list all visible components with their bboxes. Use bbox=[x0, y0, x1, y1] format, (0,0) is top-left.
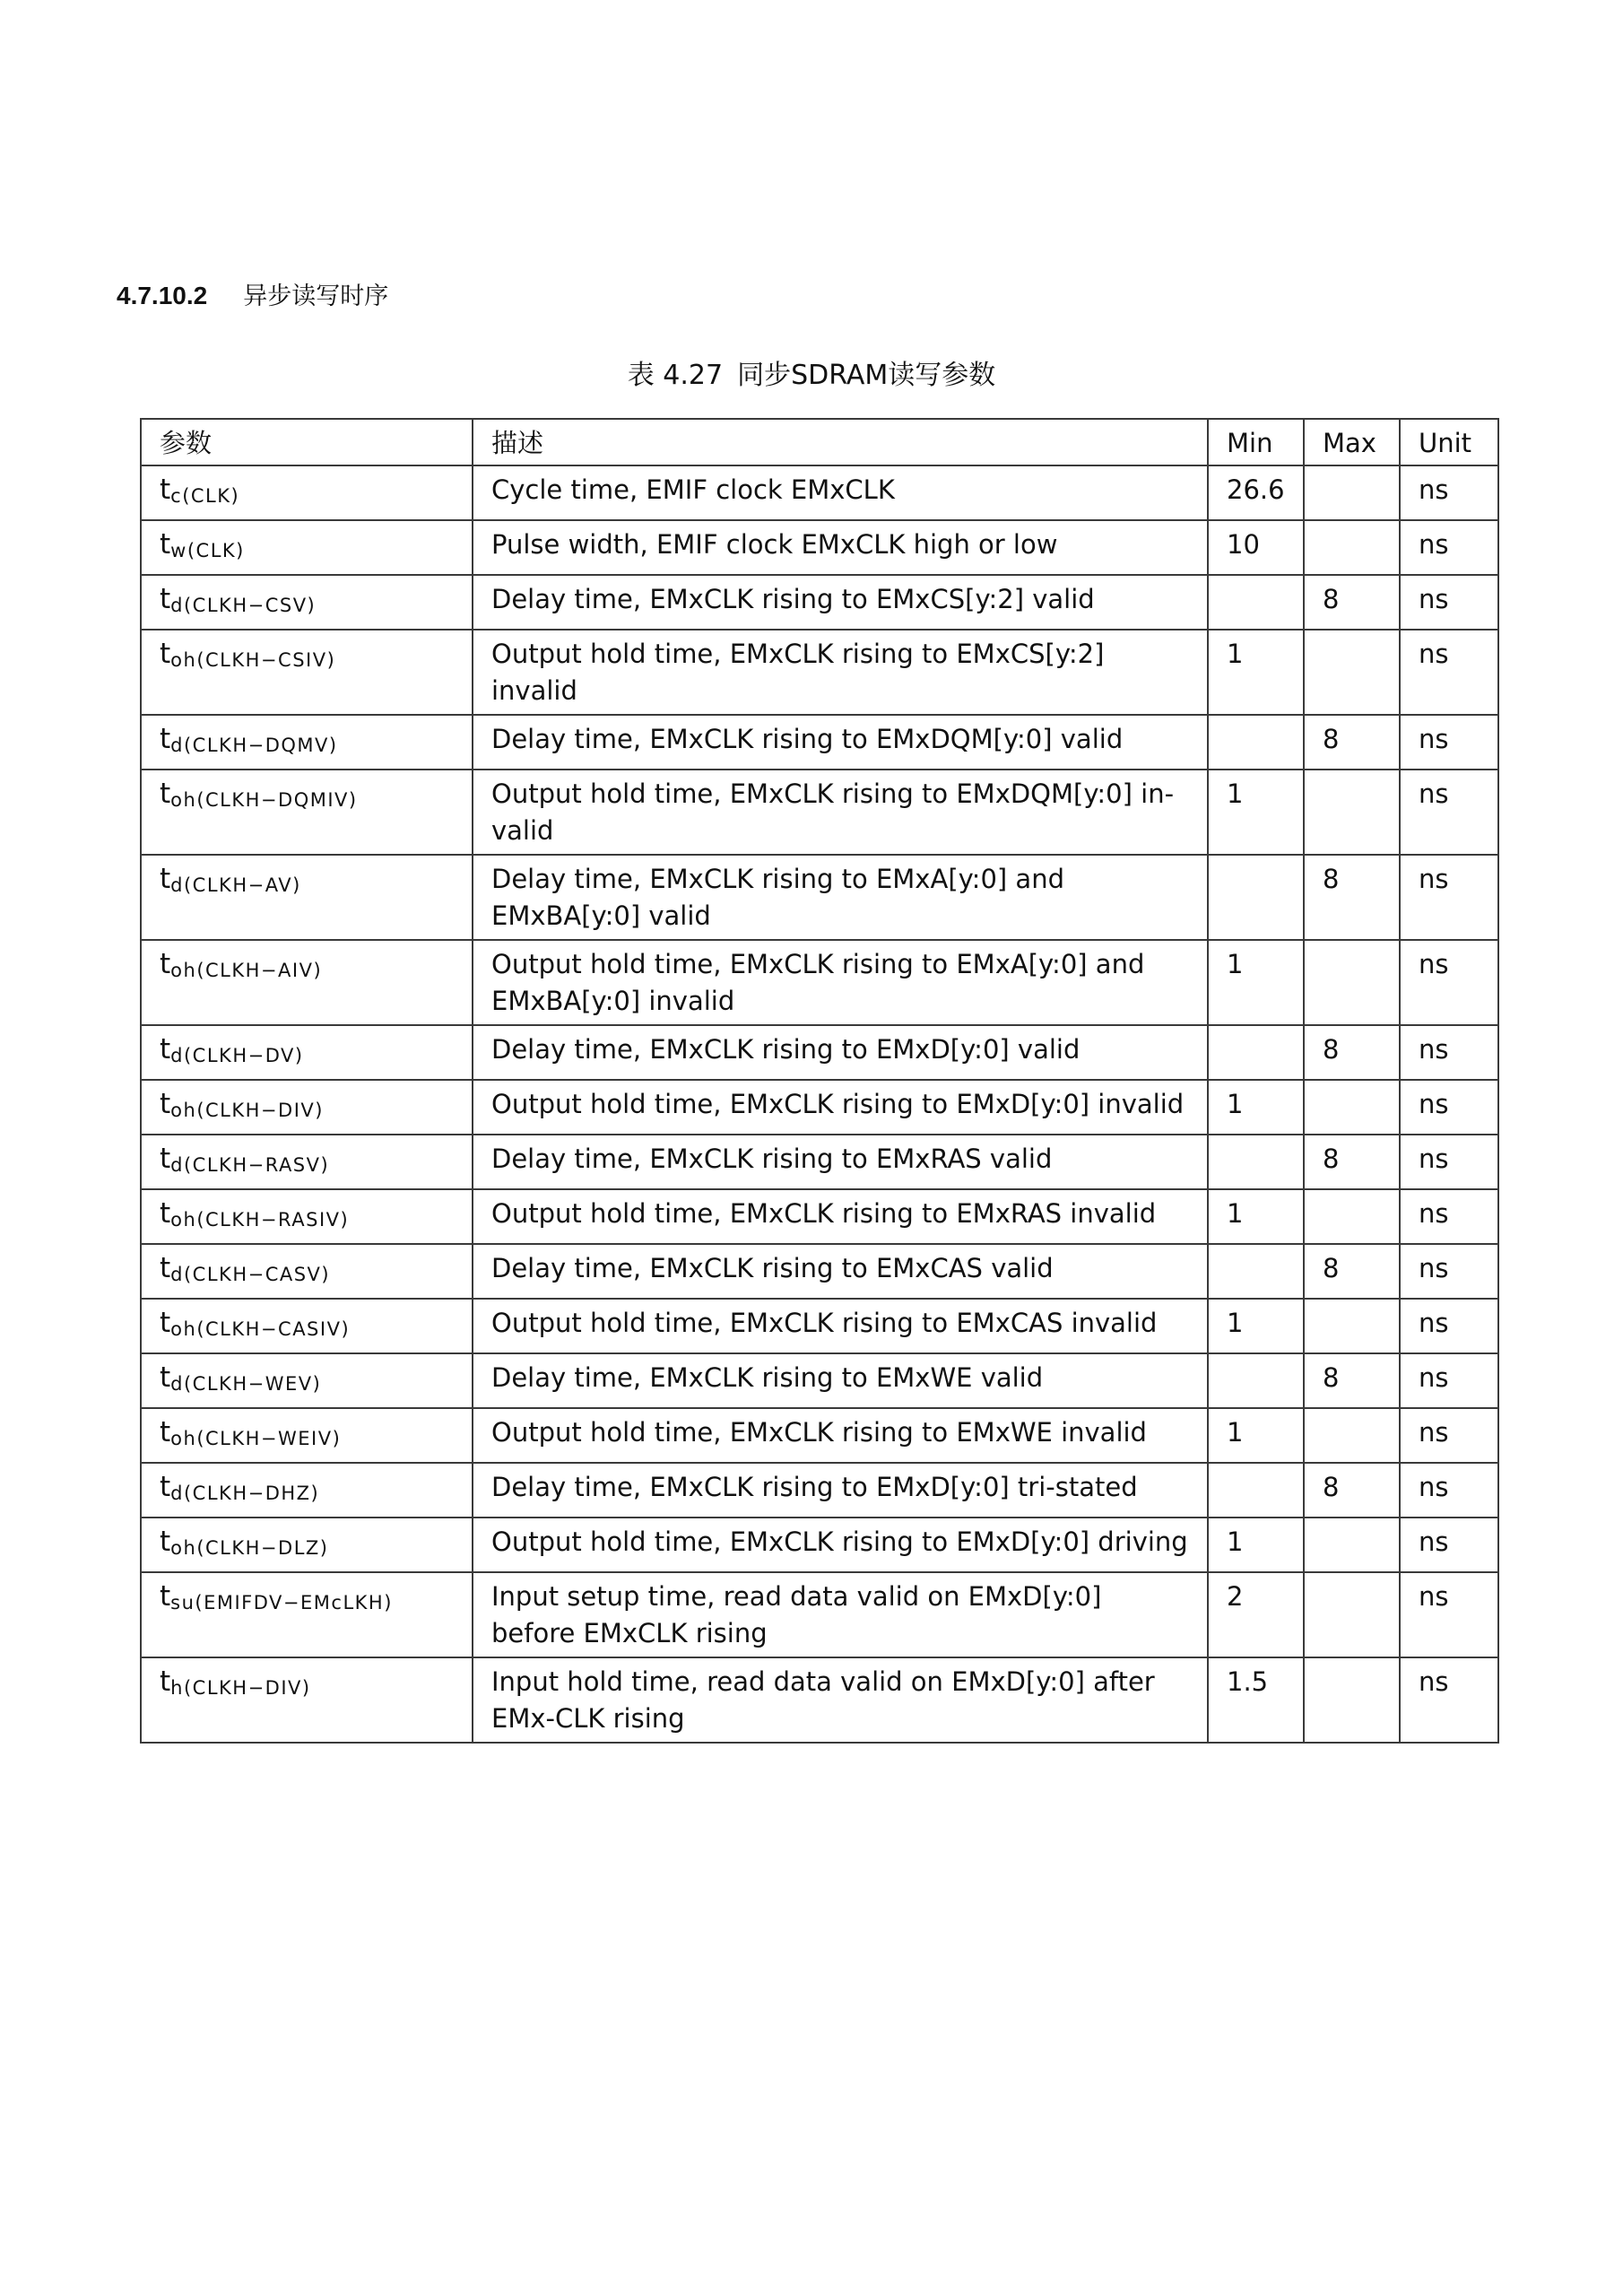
min-cell bbox=[1208, 575, 1304, 630]
parameter-symbol bbox=[160, 1088, 324, 1120]
description-cell: Delay time, EMxCLK rising to EMxD[y:0] tri-stated bbox=[473, 1463, 1208, 1518]
symbol-base: t bbox=[160, 1143, 171, 1175]
symbol-subscript: d(CLKH−DHZ) bbox=[170, 1483, 320, 1504]
parameter-symbol bbox=[160, 863, 301, 895]
table-row bbox=[141, 630, 1498, 715]
parameter-symbol-cell bbox=[141, 1518, 473, 1572]
parameter-symbol bbox=[160, 1307, 350, 1339]
min-cell bbox=[1208, 855, 1304, 940]
symbol-subscript: d(CLKH−CSV) bbox=[170, 595, 317, 616]
unit-cell: ns bbox=[1400, 630, 1498, 715]
symbol-subscript: oh(CLKH−CSIV) bbox=[170, 649, 336, 671]
parameter-symbol-cell bbox=[141, 1135, 473, 1189]
description-cell: Delay time, EMxCLK rising to EMxDQM[y:0] valid bbox=[473, 715, 1208, 770]
symbol-subscript: su(EMIFDV−EMcLKH) bbox=[170, 1592, 393, 1613]
min-cell: 1 bbox=[1208, 630, 1304, 715]
symbol-subscript: d(CLKH−DV) bbox=[170, 1045, 304, 1066]
symbol-base: t bbox=[160, 1526, 171, 1558]
parameter-symbol-cell bbox=[141, 1353, 473, 1408]
unit-cell: ns bbox=[1400, 1408, 1498, 1463]
symbol-base: t bbox=[160, 948, 171, 980]
unit-cell: ns bbox=[1400, 1463, 1498, 1518]
max-cell bbox=[1304, 1572, 1400, 1657]
description-cell: Delay time, EMxCLK rising to EMxCS[y:2] valid bbox=[473, 575, 1208, 630]
min-cell: 2 bbox=[1208, 1572, 1304, 1657]
symbol-subscript: oh(CLKH−CASIV) bbox=[170, 1318, 351, 1340]
parameter-symbol bbox=[160, 1143, 329, 1175]
description-cell: Output hold time, EMxCLK rising to EMxDQM[y:0] in-valid bbox=[473, 770, 1208, 855]
table-caption bbox=[0, 352, 1623, 392]
parameter-symbol bbox=[160, 1252, 330, 1284]
min-cell: 1 bbox=[1208, 940, 1304, 1025]
header-parameter: 参数 bbox=[141, 419, 473, 465]
parameter-symbol bbox=[160, 638, 335, 670]
max-cell bbox=[1304, 1189, 1400, 1244]
max-cell: 8 bbox=[1304, 1244, 1400, 1299]
sdram-parameter-table bbox=[140, 418, 1499, 1744]
parameter-symbol bbox=[160, 778, 358, 810]
symbol-base: t bbox=[160, 778, 171, 810]
max-cell bbox=[1304, 1518, 1400, 1572]
parameter-symbol-cell bbox=[141, 770, 473, 855]
parameter-symbol-cell bbox=[141, 520, 473, 575]
description-cell: Delay time, EMxCLK rising to EMxRAS valid bbox=[473, 1135, 1208, 1189]
parameter-symbol bbox=[160, 948, 322, 980]
symbol-base: t bbox=[160, 474, 171, 506]
parameter-symbol bbox=[160, 1526, 328, 1558]
table-row bbox=[141, 855, 1498, 940]
symbol-base: t bbox=[160, 1197, 171, 1230]
min-cell: 1 bbox=[1208, 1080, 1304, 1135]
max-cell bbox=[1304, 940, 1400, 1025]
unit-cell: ns bbox=[1400, 1518, 1498, 1572]
table-caption-title: 同步SDRAM读写参数 bbox=[737, 360, 996, 391]
symbol-base: t bbox=[160, 528, 171, 561]
parameter-symbol-cell bbox=[141, 1025, 473, 1080]
table-row bbox=[141, 520, 1498, 575]
max-cell: 8 bbox=[1304, 1353, 1400, 1408]
symbol-subscript: oh(CLKH−DIV) bbox=[170, 1100, 324, 1121]
max-cell bbox=[1304, 630, 1400, 715]
unit-cell: ns bbox=[1400, 770, 1498, 855]
table-row bbox=[141, 1353, 1498, 1408]
symbol-subscript: oh(CLKH−DLZ) bbox=[170, 1537, 329, 1559]
min-cell: 10 bbox=[1208, 520, 1304, 575]
max-cell: 8 bbox=[1304, 1025, 1400, 1080]
symbol-subscript: oh(CLKH−DQMIV) bbox=[170, 789, 358, 811]
description-cell: Input hold time, read data valid on EMxD[y:0] after EMx-CLK rising bbox=[473, 1657, 1208, 1743]
parameter-symbol-cell bbox=[141, 575, 473, 630]
parameter-symbol bbox=[160, 474, 239, 506]
table-row bbox=[141, 1135, 1498, 1189]
min-cell: 1 bbox=[1208, 1299, 1304, 1353]
max-cell bbox=[1304, 1657, 1400, 1743]
parameter-symbol-cell bbox=[141, 1463, 473, 1518]
symbol-subscript: c(CLK) bbox=[170, 485, 240, 507]
table-row bbox=[141, 1408, 1498, 1463]
description-cell: Cycle time, EMIF clock EMxCLK bbox=[473, 465, 1208, 520]
description-cell: Delay time, EMxCLK rising to EMxCAS valid bbox=[473, 1244, 1208, 1299]
description-cell: Output hold time, EMxCLK rising to EMxA[y:0] and EMxBA[y:0] invalid bbox=[473, 940, 1208, 1025]
section-number: 4.7.10.2 bbox=[117, 282, 208, 309]
description-cell: Output hold time, EMxCLK rising to EMxWE invalid bbox=[473, 1408, 1208, 1463]
max-cell bbox=[1304, 1080, 1400, 1135]
description-cell: Delay time, EMxCLK rising to EMxWE valid bbox=[473, 1353, 1208, 1408]
table-row bbox=[141, 1657, 1498, 1743]
description-cell: Output hold time, EMxCLK rising to EMxCS[y:2] invalid bbox=[473, 630, 1208, 715]
symbol-subscript: h(CLKH−DIV) bbox=[170, 1677, 311, 1699]
max-cell bbox=[1304, 1299, 1400, 1353]
header-unit: Unit bbox=[1400, 419, 1498, 465]
symbol-subscript: d(CLKH−WEV) bbox=[170, 1373, 322, 1395]
unit-cell: ns bbox=[1400, 1353, 1498, 1408]
unit-cell: ns bbox=[1400, 1657, 1498, 1743]
table-row bbox=[141, 715, 1498, 770]
unit-cell: ns bbox=[1400, 465, 1498, 520]
unit-cell: ns bbox=[1400, 1244, 1498, 1299]
table-row bbox=[141, 1518, 1498, 1572]
unit-cell: ns bbox=[1400, 940, 1498, 1025]
table-row bbox=[141, 770, 1498, 855]
symbol-subscript: oh(CLKH−AIV) bbox=[170, 960, 323, 981]
symbol-subscript: oh(CLKH−WEIV) bbox=[170, 1428, 342, 1449]
header-min: Min bbox=[1208, 419, 1304, 465]
min-cell: 1 bbox=[1208, 770, 1304, 855]
unit-cell: ns bbox=[1400, 1135, 1498, 1189]
header-max: Max bbox=[1304, 419, 1400, 465]
min-cell bbox=[1208, 1025, 1304, 1080]
unit-cell: ns bbox=[1400, 520, 1498, 575]
parameter-symbol-cell bbox=[141, 1408, 473, 1463]
parameter-symbol bbox=[160, 1416, 341, 1448]
max-cell bbox=[1304, 770, 1400, 855]
symbol-base: t bbox=[160, 863, 171, 895]
min-cell: 26.6 bbox=[1208, 465, 1304, 520]
unit-cell: ns bbox=[1400, 1080, 1498, 1135]
description-cell: Delay time, EMxCLK rising to EMxA[y:0] and EMxBA[y:0] valid bbox=[473, 855, 1208, 940]
symbol-subscript: d(CLKH−AV) bbox=[170, 874, 301, 896]
symbol-subscript: d(CLKH−DQMV) bbox=[170, 735, 338, 756]
parameter-symbol-cell bbox=[141, 465, 473, 520]
table-caption-label: 表 4.27 bbox=[627, 360, 724, 391]
table-row bbox=[141, 1025, 1498, 1080]
unit-cell: ns bbox=[1400, 1025, 1498, 1080]
symbol-subscript: d(CLKH−CASV) bbox=[170, 1264, 331, 1285]
min-cell bbox=[1208, 1463, 1304, 1518]
unit-cell: ns bbox=[1400, 1299, 1498, 1353]
symbol-base: t bbox=[160, 1033, 171, 1065]
symbol-base: t bbox=[160, 1252, 171, 1284]
min-cell bbox=[1208, 1135, 1304, 1189]
unit-cell: ns bbox=[1400, 575, 1498, 630]
description-cell: Input setup time, read data valid on EMxD[y:0] before EMxCLK rising bbox=[473, 1572, 1208, 1657]
description-cell: Pulse width, EMIF clock EMxCLK high or low bbox=[473, 520, 1208, 575]
table-row bbox=[141, 465, 1498, 520]
max-cell bbox=[1304, 1408, 1400, 1463]
parameter-symbol-cell bbox=[141, 1189, 473, 1244]
parameter-symbol bbox=[160, 1580, 393, 1613]
symbol-base: t bbox=[160, 583, 171, 615]
description-cell: Output hold time, EMxCLK rising to EMxD[y:0] driving bbox=[473, 1518, 1208, 1572]
parameter-symbol bbox=[160, 1033, 304, 1065]
symbol-base: t bbox=[160, 1088, 171, 1120]
table-row bbox=[141, 575, 1498, 630]
symbol-base: t bbox=[160, 723, 171, 755]
symbol-subscript: w(CLK) bbox=[170, 540, 245, 561]
parameter-symbol-cell bbox=[141, 1572, 473, 1657]
table-row bbox=[141, 1080, 1498, 1135]
min-cell: 1.5 bbox=[1208, 1657, 1304, 1743]
parameter-symbol-cell bbox=[141, 1244, 473, 1299]
min-cell bbox=[1208, 715, 1304, 770]
description-cell: Output hold time, EMxCLK rising to EMxCAS invalid bbox=[473, 1299, 1208, 1353]
max-cell: 8 bbox=[1304, 1135, 1400, 1189]
table-row bbox=[141, 1244, 1498, 1299]
description-cell: Output hold time, EMxCLK rising to EMxD[y:0] invalid bbox=[473, 1080, 1208, 1135]
parameter-symbol bbox=[160, 1197, 349, 1230]
max-cell: 8 bbox=[1304, 1463, 1400, 1518]
symbol-base: t bbox=[160, 1361, 171, 1394]
min-cell: 1 bbox=[1208, 1518, 1304, 1572]
symbol-base: t bbox=[160, 1665, 171, 1698]
symbol-subscript: d(CLKH−RASV) bbox=[170, 1154, 330, 1176]
parameter-symbol bbox=[160, 1665, 311, 1698]
parameter-symbol bbox=[160, 1361, 321, 1394]
parameter-symbol-cell bbox=[141, 855, 473, 940]
parameter-symbol bbox=[160, 1471, 319, 1503]
max-cell: 8 bbox=[1304, 855, 1400, 940]
section-title: 异步读写时序 bbox=[243, 283, 389, 310]
table-body bbox=[141, 465, 1498, 1743]
parameter-symbol-cell bbox=[141, 715, 473, 770]
symbol-base: t bbox=[160, 1471, 171, 1503]
unit-cell: ns bbox=[1400, 715, 1498, 770]
symbol-base: t bbox=[160, 1580, 171, 1613]
symbol-subscript: oh(CLKH−RASIV) bbox=[170, 1209, 350, 1231]
header-description: 描述 bbox=[473, 419, 1208, 465]
min-cell bbox=[1208, 1244, 1304, 1299]
parameter-symbol-cell bbox=[141, 1299, 473, 1353]
max-cell: 8 bbox=[1304, 575, 1400, 630]
symbol-base: t bbox=[160, 638, 171, 670]
parameter-symbol-cell bbox=[141, 630, 473, 715]
parameter-symbol-cell bbox=[141, 1657, 473, 1743]
section-heading bbox=[117, 276, 388, 311]
description-cell: Delay time, EMxCLK rising to EMxD[y:0] valid bbox=[473, 1025, 1208, 1080]
unit-cell: ns bbox=[1400, 1189, 1498, 1244]
parameter-symbol bbox=[160, 528, 245, 561]
min-cell bbox=[1208, 1353, 1304, 1408]
symbol-base: t bbox=[160, 1416, 171, 1448]
unit-cell: ns bbox=[1400, 855, 1498, 940]
unit-cell: ns bbox=[1400, 1572, 1498, 1657]
min-cell: 1 bbox=[1208, 1189, 1304, 1244]
table-row bbox=[141, 940, 1498, 1025]
max-cell bbox=[1304, 465, 1400, 520]
min-cell: 1 bbox=[1208, 1408, 1304, 1463]
parameter-symbol-cell bbox=[141, 1080, 473, 1135]
table-row bbox=[141, 1572, 1498, 1657]
max-cell bbox=[1304, 520, 1400, 575]
table-row bbox=[141, 1189, 1498, 1244]
parameter-symbol bbox=[160, 723, 338, 755]
parameter-symbol-cell bbox=[141, 940, 473, 1025]
parameter-symbol bbox=[160, 583, 316, 615]
table-row bbox=[141, 1299, 1498, 1353]
table-header-row bbox=[141, 419, 1498, 465]
symbol-base: t bbox=[160, 1307, 171, 1339]
table-row bbox=[141, 1463, 1498, 1518]
max-cell: 8 bbox=[1304, 715, 1400, 770]
description-cell: Output hold time, EMxCLK rising to EMxRAS invalid bbox=[473, 1189, 1208, 1244]
